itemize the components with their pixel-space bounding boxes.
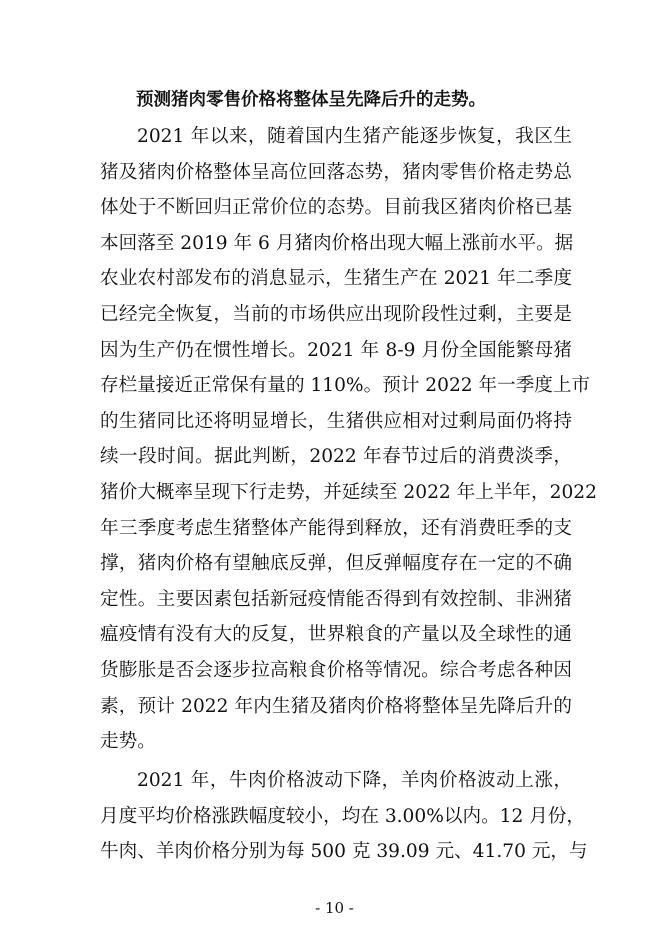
text-line: 的生猪同比还将明显增长，生猪供应相对过剩局面仍将持 — [100, 410, 572, 432]
page-number: - 10 - — [315, 899, 354, 917]
text-line: 农业农村部发布的消息显示，生猪生产在 2021 年二季度 — [100, 268, 572, 290]
text-line: 已经完全恢复，当前的市场供应出现阶段性过剩，主要是 — [100, 303, 572, 325]
text-line: 货膨胀是否会逐步拉高粮食价格等情况。综合考虑各种因 — [100, 659, 572, 681]
text-line: 续一段时间。据此判断，2022 年春节过后的消费淡季， — [100, 446, 572, 468]
text-line: 猪及猪肉价格整体呈高位回落态势，猪肉零售价格走势总 — [100, 161, 572, 183]
paragraph-beef-mutton-price — [100, 763, 588, 870]
text-line: 定性。主要因素包括新冠疫情能否得到有效控制、非洲猪 — [100, 588, 572, 610]
text-line: 牛肉、羊肉价格分别为每 500 克 39.09 元、41.70 元，与 — [100, 841, 588, 863]
text-line: 2021 年，牛肉价格波动下降，羊肉价格波动上涨， — [137, 770, 572, 791]
text-line: 2021 年以来，随着国内生猪产能逐步恢复，我区生 — [137, 126, 572, 147]
section-heading: 预测猪肉零售价格将整体呈先降后升的走势。 — [136, 90, 486, 110]
text-line: 本回落至 2019 年 6 月猪肉价格出现大幅上涨前水平。据 — [100, 232, 574, 254]
text-line: 月度平均价格涨跌幅度较小，均在 3.00%以内。12 月份， — [100, 805, 586, 827]
text-line: 猪价大概率呈现下行走势，并延续至 2022 年上半年，2022 — [100, 481, 597, 503]
text-line: 走势。 — [100, 731, 156, 753]
text-line: 体处于不断回归正常价位的态势。目前我区猪肉价格已基 — [100, 197, 572, 219]
text-line: 因为生产仍在惯性增长。2021 年 8-9 月份全国能繁母猪 — [100, 339, 572, 361]
paragraph-pork-price-forecast — [100, 119, 597, 760]
text-line: 瘟疫情有没有大的反复，世界粮食的产量以及全球性的通 — [100, 624, 572, 646]
text-line: 年三季度考虑生猪整体产能得到释放，还有消费旺季的支 — [100, 517, 572, 539]
text-line: 撑，猪肉价格有望触底反弹，但反弹幅度存在一定的不确 — [100, 553, 572, 575]
text-line: 存栏量接近正常保有量的 110%。预计 2022 年一季度上市 — [100, 375, 591, 397]
text-line: 素，预计 2022 年内生猪及猪肉价格将整体呈先降后升的 — [100, 695, 572, 717]
